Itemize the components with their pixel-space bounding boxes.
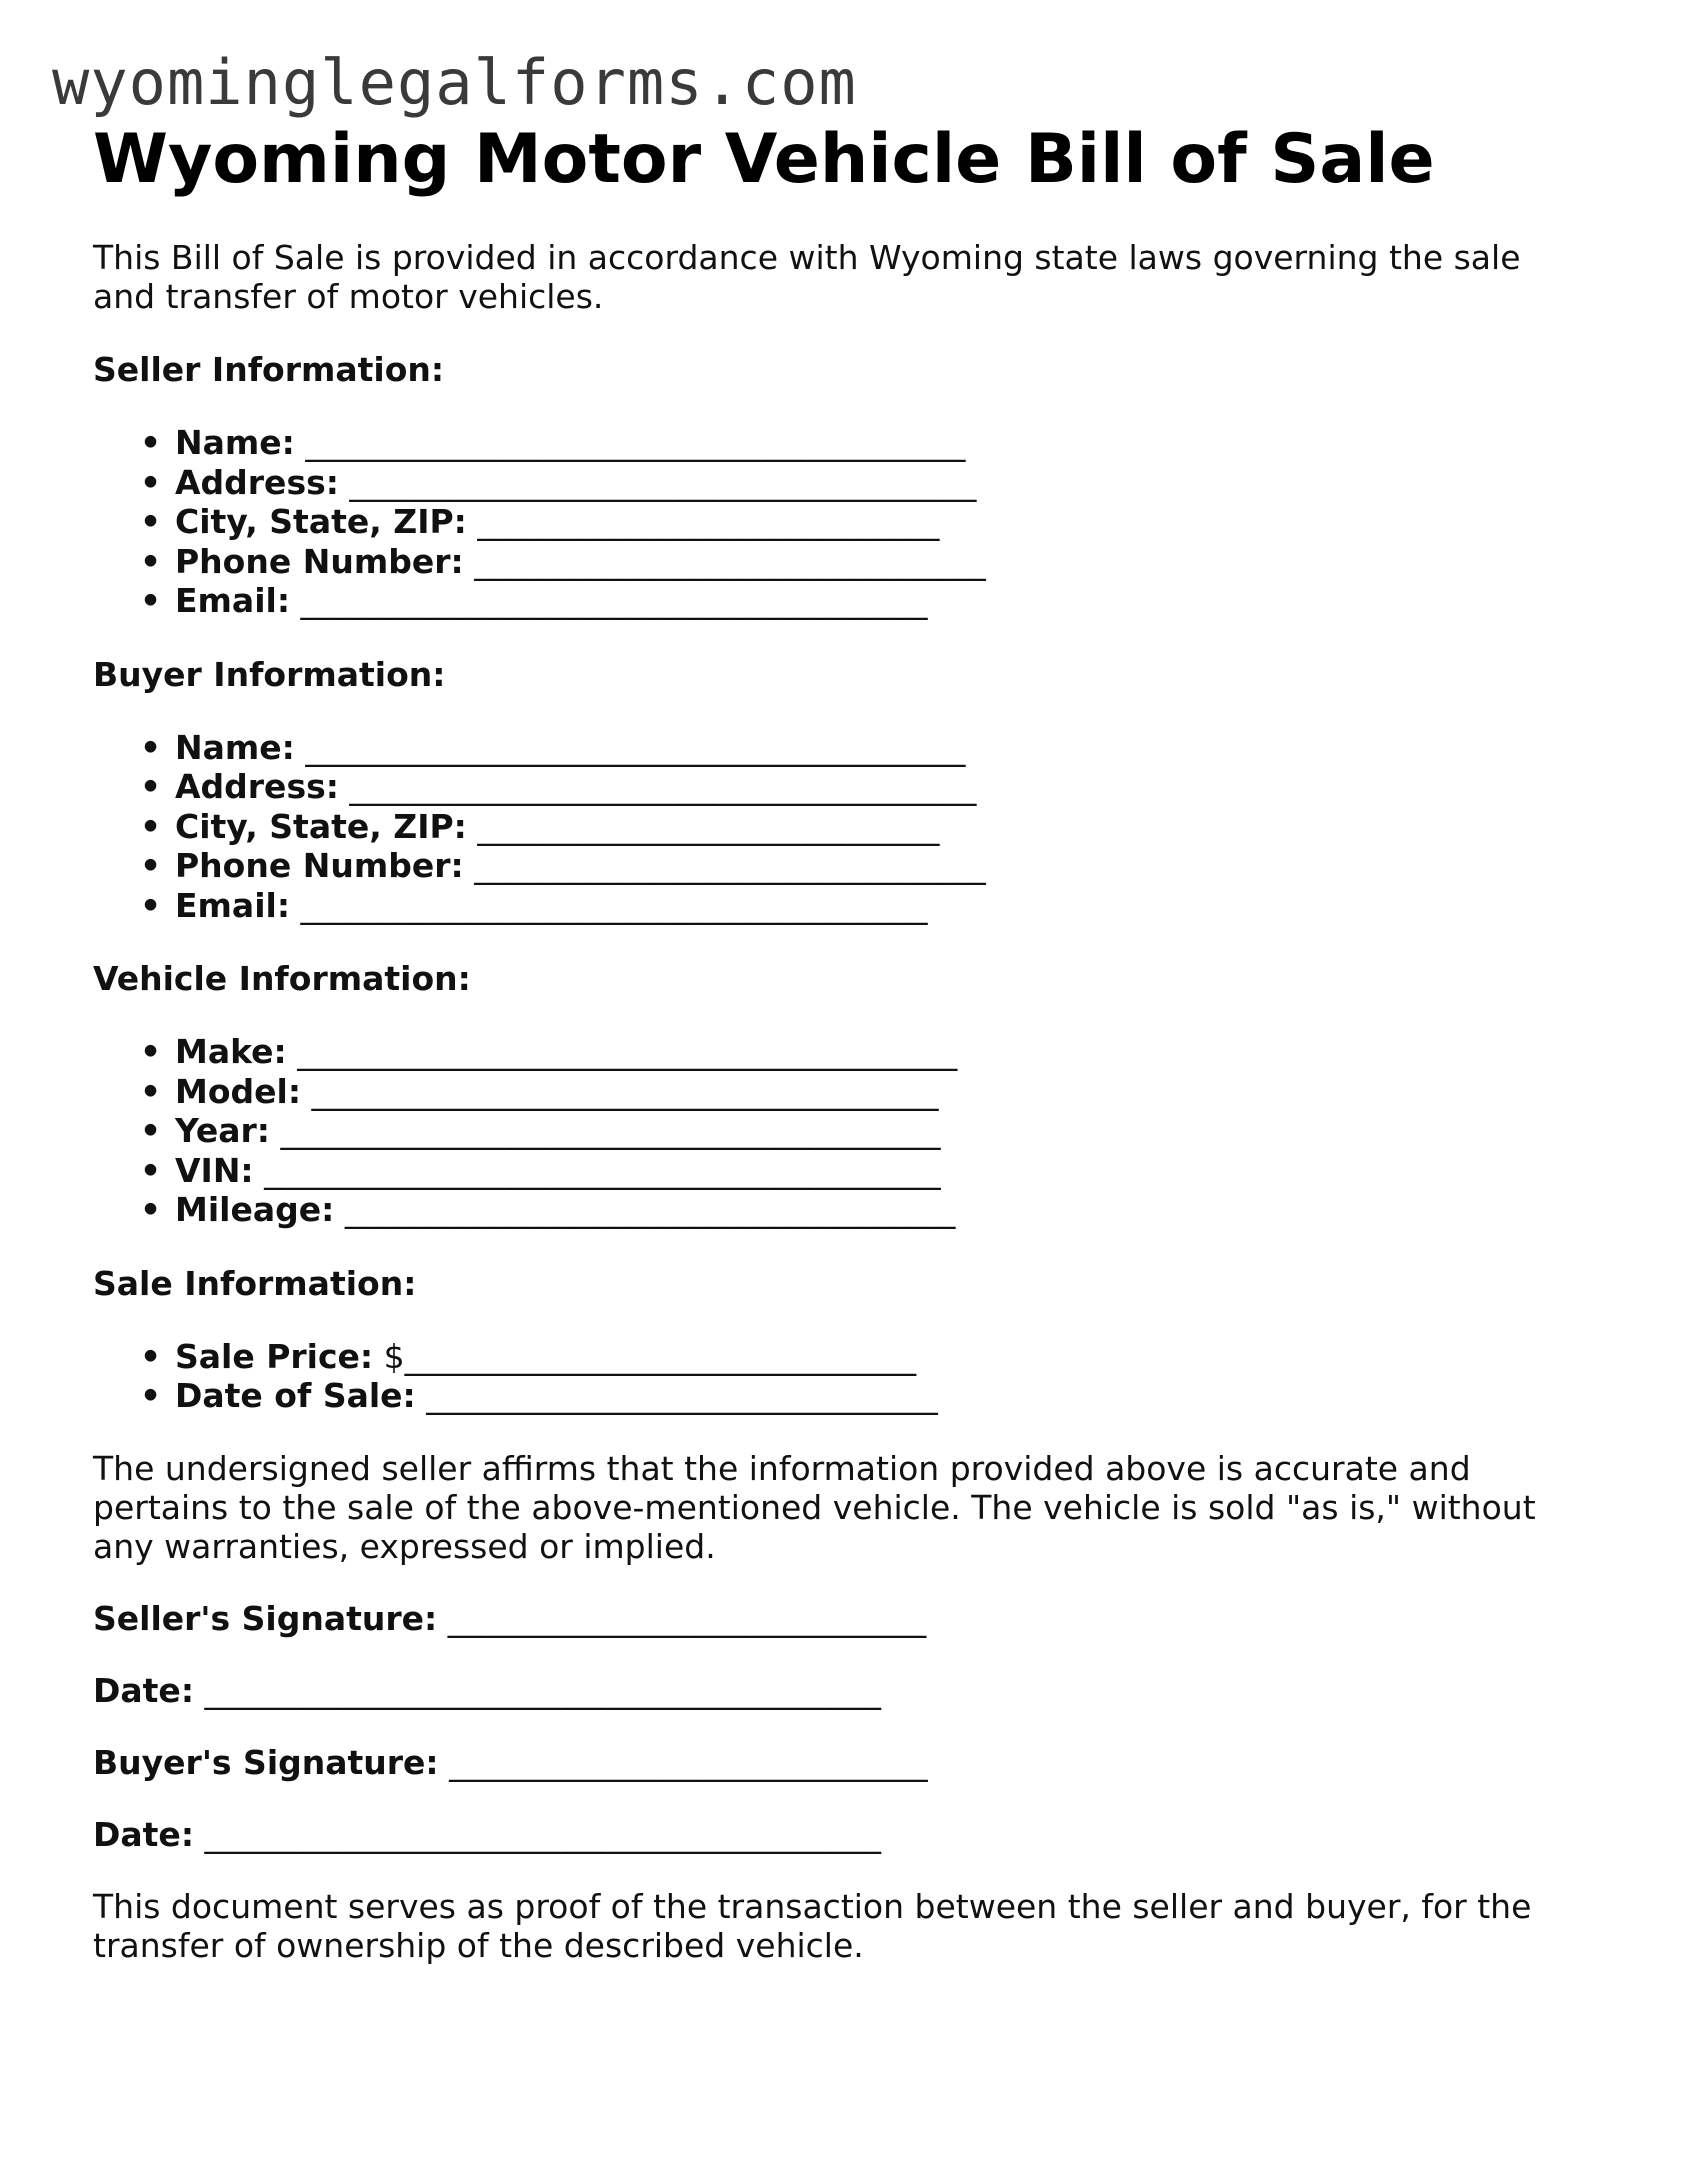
field-label: Date: (93, 1814, 195, 1854)
field-label: Buyer's Signature: (93, 1742, 439, 1782)
seller-city-state-zip-field[interactable] (175, 502, 1593, 542)
field-blank: _________________________________________ (204, 1670, 882, 1710)
vehicle-vin-field[interactable] (175, 1151, 1593, 1191)
field-label: Model: (175, 1071, 302, 1111)
sale-section-heading: Sale Information: (93, 1263, 417, 1303)
field-blank: $_______________________________ (383, 1336, 917, 1376)
sale-fields (93, 1337, 1593, 1416)
seller-signature-date-field[interactable] (93, 1671, 1593, 1710)
sale-date-field[interactable] (175, 1376, 1593, 1416)
buyer-name-field[interactable] (175, 728, 1593, 768)
seller-email-field[interactable] (175, 581, 1593, 621)
buyer-fields (93, 728, 1593, 926)
field-label: Sale Price: (175, 1336, 374, 1376)
vehicle-section-heading: Vehicle Information: (93, 959, 471, 998)
field-blank: _________________________________________ (204, 1814, 882, 1854)
field-blank: ________________________________________ (305, 727, 966, 767)
field-blank: _____________________________ (447, 1598, 927, 1638)
buyer-address-field[interactable] (175, 767, 1593, 807)
vehicle-make-field[interactable] (175, 1032, 1593, 1072)
field-blank: _______________________________ (474, 541, 986, 581)
field-label: Year: (175, 1111, 270, 1150)
seller-section-heading: Seller Information: (93, 350, 445, 389)
field-blank: ______________________________________ (300, 581, 928, 620)
field-blank: ______________________________________ (311, 1071, 939, 1111)
field-label: Phone Number: (175, 541, 464, 581)
buyer-signature-date-field[interactable] (93, 1815, 1593, 1854)
field-blank: ____________________________ (477, 806, 940, 846)
affirmation-paragraph: The undersigned seller affirms that the information provided above is accurate and pertains to the sale of the above-mentioned vehicle. The vehicle is sold "as is," without any warranties, expressed or implied. (93, 1448, 1536, 1566)
seller-address-field[interactable] (175, 463, 1593, 503)
site-watermark: wyominglegalforms.com (52, 46, 857, 119)
field-label: Address: (175, 462, 339, 502)
field-label: City, State, ZIP: (175, 502, 467, 541)
seller-fields (93, 423, 1593, 621)
field-blank: _________________________________________ (264, 1150, 941, 1190)
vehicle-model-field[interactable] (175, 1072, 1593, 1112)
document-title: Wyoming Motor Vehicle Bill of Sale (93, 120, 1435, 199)
field-label: Date: (93, 1670, 195, 1710)
field-blank: _____________________________ (449, 1742, 928, 1782)
field-blank: _____________________________________ (344, 1190, 956, 1229)
buyer-section-heading: Buyer Information: (93, 654, 446, 694)
vehicle-year-field[interactable] (175, 1111, 1593, 1151)
buyer-signature-field[interactable] (93, 1743, 1593, 1782)
vehicle-fields (93, 1032, 1593, 1230)
field-label: Seller's Signature: (93, 1598, 438, 1638)
field-label: Mileage: (175, 1190, 335, 1229)
field-blank: _______________________________ (474, 846, 986, 885)
buyer-phone-field[interactable] (175, 846, 1593, 886)
field-blank: ______________________________________ (349, 767, 977, 806)
closing-paragraph: This document serves as proof of the transaction between the seller and buyer, for the transfer of ownership of the described vehicle. (93, 1886, 1532, 1965)
buyer-city-state-zip-field[interactable] (175, 807, 1593, 847)
field-label: Email: (175, 885, 291, 925)
seller-signature-field[interactable] (93, 1599, 1593, 1638)
field-blank: ____________________________ (477, 502, 940, 541)
seller-name-field[interactable] (175, 423, 1593, 463)
seller-phone-field[interactable] (175, 542, 1593, 582)
buyer-email-field[interactable] (175, 886, 1593, 926)
field-label: Address: (175, 767, 339, 806)
field-blank: ________________________________________ (297, 1032, 958, 1071)
field-label: Name: (175, 423, 295, 462)
field-blank: ________________________________________ (280, 1111, 941, 1150)
field-label: Make: (175, 1032, 287, 1071)
field-label: Name: (175, 727, 295, 767)
field-label: Phone Number: (175, 846, 464, 885)
vehicle-mileage-field[interactable] (175, 1190, 1593, 1230)
field-label: VIN: (175, 1150, 254, 1190)
field-label: Date of Sale: (175, 1376, 416, 1415)
bill-of-sale-document (93, 118, 1593, 1965)
sale-price-field[interactable] (175, 1337, 1593, 1377)
field-blank: ________________________________________ (305, 423, 966, 462)
field-label: City, State, ZIP: (175, 806, 467, 846)
intro-paragraph: This Bill of Sale is provided in accordance with Wyoming state laws governing the sale and transfer of motor vehicles. (93, 238, 1521, 316)
field-blank: ______________________________________ (349, 462, 977, 502)
field-label: Email: (175, 581, 291, 620)
field-blank: ______________________________________ (300, 885, 928, 925)
field-blank: _______________________________ (426, 1376, 938, 1415)
